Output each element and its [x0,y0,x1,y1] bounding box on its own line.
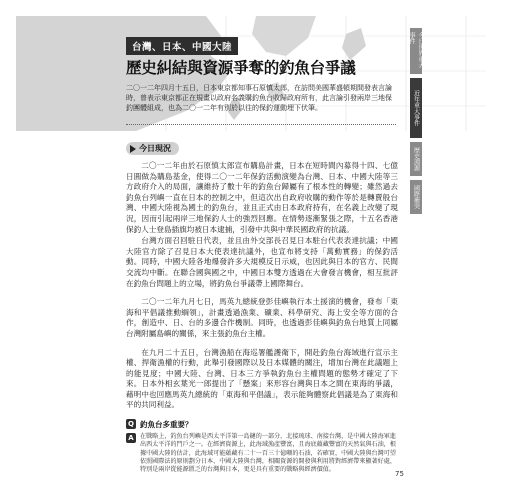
chapter-tab-active[interactable]: 近年重大事件 [410,78,422,138]
qa-question-row [126,419,398,433]
qa-answer-row [126,433,398,474]
document-page [108,16,408,474]
article-body [126,161,398,412]
body-paragraph: 二〇一二年由於石原慎太郎宣布購島計畫，日本在短時間內募得十四、七億日圓做為購島基金，使得二〇一二年保釣活動演變為台灣、日本、中國大陸等三方政府介入的局面，讓維持了數十年的釣魚台歸屬有了根本性的轉變；雖然過去釣魚台列嶼一直在日本的控制之中，但這次出自政府收購的動作等於是轉賣般台灣、中國大陸視為國土的釣魚台，並且正式由日本政府持有，在名義上改變了現況，因而引起兩岸三地保釣人士的強烈回應。在情勢逐漸緊張之際，十五名香港保釣人士登島插旗均被日本逮捕，引發中共與中華民國政府的抗議。 [126,161,398,234]
qa-answer: 在戰略上，釣魚台列嶼是西太平洋第一島鏈的一部分，北接琉球、南接台灣，是中國大陸海軍進出西太平洋的門戶之一。在經濟資源上，此海域漁產豐富，且海底蘊藏豐富的天然氣與石油，根據中國大陸的估計，此海域可能蘊藏有二十一百三十億噸的石油，若確實，中國大陸與台灣可望依照國際法的原則劃分日本、中國大陸與台灣，相關資源的開發與利用將對經濟帶來顯著好處，特別是兩岸從能源匱乏的台灣與日本，更是具有重要的戰略與經濟價值。 [140,433,396,474]
chapter-tab[interactable]: 歷史淵源 [410,142,422,176]
page-number: 75 [395,470,404,478]
qa-question: 釣魚台多重要？ [140,420,193,429]
question-badge: Q [126,419,136,429]
article-headline: 歷史糾結與資源爭奪的釣魚台爭議 [126,59,356,77]
body-paragraph: 在九月二十五日，台灣漁船在海巡署艦護衛下，開赴釣魚台海域進行宣示主權、捍衛漁權的行動，此舉引發國際以及日本媒體的關注，增加台灣在此議題上的能見度；中國大陸、台灣、日本三方爭執釣魚台主權問題的態勢才確定了下來。日本外相玄葉光一郎提出了「懸案」來形容台灣與日本之間在東海的爭議，藉明中也回應馬英九總統的「東海和平倡議」，表示能夠體察此倡議是為了東海和平的共同利益。 [126,347,398,410]
answer-badge: A [126,433,136,443]
today-status-label [126,142,179,155]
chapter-tabs [410,28,424,218]
region-tag: 台灣、日本、中國大陸 [126,37,238,55]
today-status-text: 今日現況 [139,144,171,153]
qa-box [126,419,398,474]
divider [126,124,396,125]
article-intro: 二〇一二年四月十五日，日本東京都知事石原慎太郎，在訪問美國華盛頓期間發表言論時，曾表示東京都正在規畫以政府名義購釣魚台收歸政府所有，此言論引發兩岸三地保釣團體組成，也為二〇一二年有別於以往的保釣運動埋下伏筆。 [126,84,392,112]
body-paragraph: 台灣方面召回駐日代表，並且由外交部長召見日本駐台代表表達抗議；中國大陸官方除了召見日本大使表達抗議外，也宣布將支持「萬動實務」的保釣活動。同時，中國大陸各地爆發許多大規模反日示威，也因此與日本的官方、民間交流均中斷。在聯合國與國之中，中國日本雙方透過在大會發言機會，相互批評在釣魚台問題上的立場，將釣魚台爭議帶上國際舞台。 [126,236,398,288]
chapter-tab[interactable]: 今日世界重大事件 [410,28,422,74]
chapter-tab[interactable]: 國際衝突 [410,180,422,214]
play-arrow-icon [130,145,136,153]
body-paragraph: 二〇一二年九月七日，馬英九總統登彭佳嶼執行本土援演的機會，發布「東海和平倡議推動綱領」，計畫透過漁業、礦業、科學研究、海上安全等方面的合作，創造中、日、台的多邊合作機制。同時，也透過彭佳嶼與釣魚台地質上同屬台灣附屬島嶼的關係，來主張釣魚台主權。 [126,297,398,338]
